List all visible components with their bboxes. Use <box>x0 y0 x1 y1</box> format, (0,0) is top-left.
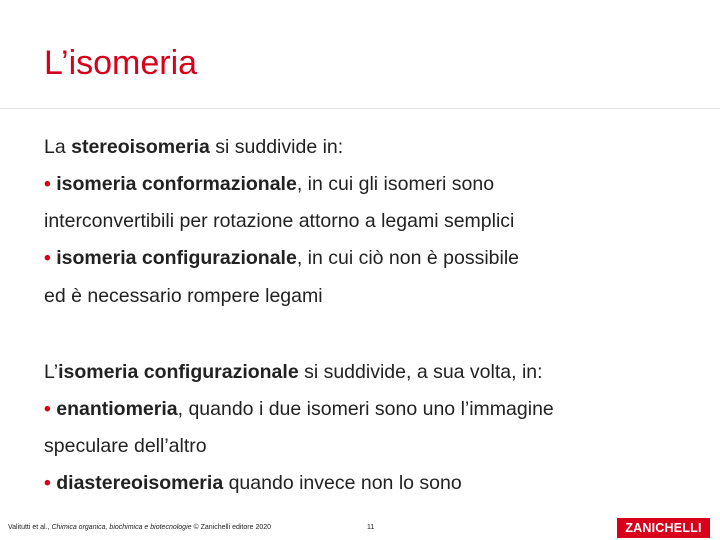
publisher-logo: ZANICHELLI <box>617 518 710 538</box>
bullet-icon: • <box>44 173 51 195</box>
list-item-enantiomeria-cont: speculare dell’altro <box>44 435 207 457</box>
item3-bold: enantiomeria <box>56 398 178 420</box>
title-divider <box>0 108 720 109</box>
intro-line <box>44 135 343 159</box>
bullet-icon: • <box>44 398 51 420</box>
list-item-configurational <box>44 246 519 270</box>
intro-bold: stereoisomeria <box>71 136 210 158</box>
list-item-conformational <box>44 172 494 196</box>
item1-post: , in cui gli isomeri sono <box>296 173 495 195</box>
footer-book: Chimica organica, biochimica e biotecnologie <box>51 524 192 531</box>
intro-pre: La <box>44 136 72 158</box>
item2-bold: isomeria configurazionale <box>56 247 297 269</box>
list-item-diastereoisomeria <box>44 471 462 495</box>
intro2-pre: L’ <box>44 361 59 383</box>
bullet-icon: • <box>44 247 51 269</box>
footer-authors: Valitutti et al., <box>8 524 52 531</box>
item4-post: quando invece non lo sono <box>223 472 462 494</box>
intro2-line <box>44 360 543 384</box>
slide-title: L’isomeria <box>44 44 198 82</box>
list-item-conformational-cont: interconvertibili per rotazione attorno a legami semplici <box>44 210 515 232</box>
item1-bold: isomeria conformazionale <box>56 173 297 195</box>
intro-post: si suddivide in: <box>209 136 344 158</box>
bullet-icon: • <box>44 472 51 494</box>
footer-publisher: © Zanichelli editore 2020 <box>191 524 272 531</box>
item2-post: , in cui ciò non è possibile <box>296 247 520 269</box>
intro2-post: si suddivide, a sua volta, in: <box>298 361 543 383</box>
intro2-bold: isomeria configurazionale <box>58 361 299 383</box>
list-item-enantiomeria <box>44 397 554 421</box>
item3-post: , quando i due isomeri sono uno l’immagine <box>177 398 554 420</box>
item4-bold: diastereoisomeria <box>56 472 224 494</box>
page-number: 11 <box>367 524 375 531</box>
list-item-configurational-cont: ed è necessario rompere legami <box>44 285 323 307</box>
footer-credit <box>8 524 271 531</box>
